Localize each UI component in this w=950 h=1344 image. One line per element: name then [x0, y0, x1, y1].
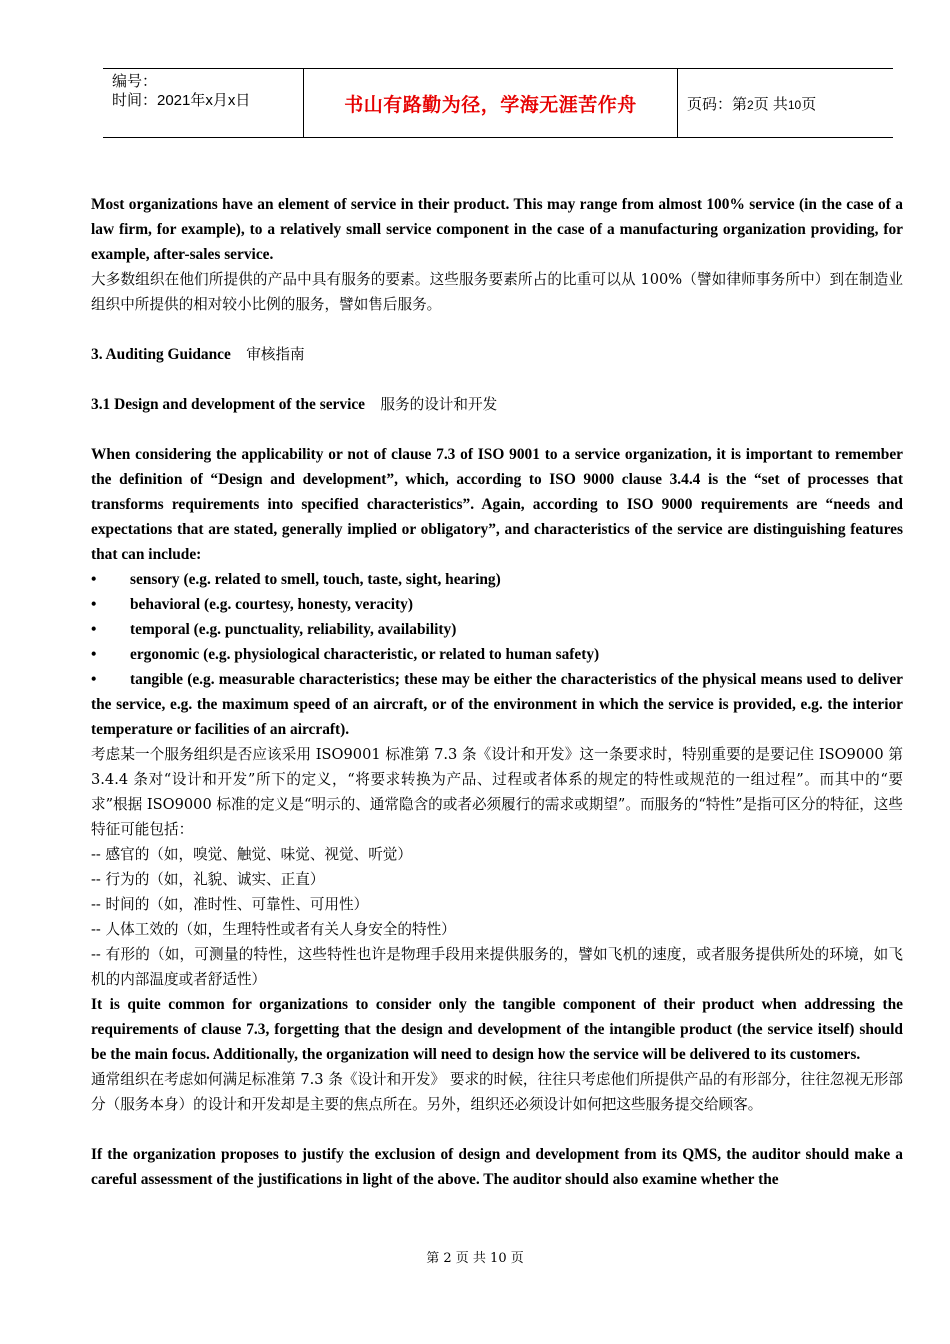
spacer	[91, 1117, 903, 1142]
page-current: 2	[747, 97, 754, 112]
section-3-1-title-zh: 服务的设计和开发	[380, 396, 498, 413]
spacer	[91, 417, 903, 442]
paragraph-3-english: If the organization proposes to justify the exclusion of design and development from its QMS, the auditor should make a careful assessment of the justifications in light of the above. The auditor should also examine whether the	[91, 1146, 903, 1188]
bullet-text: temporal (e.g. punctuality, reliability, availability)	[130, 621, 457, 638]
bullet-symbol: •	[91, 646, 97, 663]
bullet-item	[91, 592, 903, 617]
bullet-text: behavioral (e.g. courtesy, honesty, veracity)	[130, 596, 413, 613]
chinese-list-item: -- 行为的（如，礼貌、诚实、正直）	[91, 871, 325, 888]
chinese-list-item: -- 有形的（如，可测量的特性，这些特性也许是物理手段用来提供服务的，譬如飞机的速度，或者服务提供所处的环境，如飞机的内部温度或者舒适性）	[91, 946, 903, 988]
bullet-item	[91, 642, 903, 667]
section-3-title-zh: 审核指南	[246, 346, 305, 363]
page-mid: 页 共	[753, 95, 788, 113]
page-total: 10	[787, 97, 802, 112]
document-time: 时间：2021年x月x日	[112, 92, 251, 109]
page-footer: 第 2 页 共 10 页	[426, 1251, 524, 1266]
header-meta-cell	[103, 69, 304, 137]
bullet-item	[91, 667, 903, 742]
bullet-symbol: •	[91, 571, 97, 588]
bullet-text: ergonomic (e.g. physiological characteristic, or related to human safety)	[130, 646, 600, 663]
header-motto: 书山有路勤为径，学海无涯苦作舟	[344, 93, 637, 116]
bullet-text: tangible (e.g. measurable characteristics; these may be either the characteristics of the physical means used to deliver the service, e.g. the maximum speed of an aircraft, or of the environment in which the service is provided, e.g. the interior temperature or facilities of an aircraft).	[91, 671, 903, 738]
header-page-info	[687, 93, 816, 114]
bullet-item	[91, 567, 903, 592]
bullet-symbol: •	[91, 621, 97, 638]
bullet-symbol: •	[91, 596, 97, 613]
spacer	[91, 367, 903, 392]
bullet-item	[91, 617, 903, 642]
section-3-1-title-en: 3.1 Design and development of the service	[91, 396, 366, 413]
intro-english: Most organizations have an element of service in their product. This may range from almost 100% service (in the case of a law firm, for example), to a relatively small service component in the case of a manufacturing organization providing, for example, after-sales service.	[91, 196, 903, 263]
bullet-text: sensory (e.g. related to smell, touch, taste, sight, hearing)	[130, 571, 501, 588]
chinese-list-item: -- 人体工效的（如，生理特性或者有关人身安全的特性）	[91, 921, 456, 938]
chinese-list-item: -- 感官的（如，嗅觉、触觉、味觉、视觉、听觉）	[91, 846, 412, 863]
document-number-label: 编号：	[112, 73, 158, 90]
header-page-cell	[678, 69, 893, 137]
intro-chinese: 大多数组织在他们所提供的产品中具有服务的要素。这些服务要素所占的比重可以从 100%（譬如律师事务所中）到在制造业组织中所提供的相对较小比例的服务，譬如售后服务。	[91, 271, 903, 313]
paragraph-1-chinese: 考虑某一个服务组织是否应该采用 ISO9001 标准第 7.3 条《设计和开发》这一条要求时，特别重要的是要记住 ISO9000 第 3.4.4 条对“设计和开发”所下的定义，“将要求转换为产品、过程或者体系的规定的特性或规范的一组过程”。而其中的“要求”根据 ISO9000 标准的定义是“明示的、通常隐含的或者必须履行的需求或期望”。而服务的“特性”是指可区分的特征，这些特征可能包括：	[91, 746, 903, 838]
section-3-1-heading	[91, 392, 903, 417]
paragraph-2-english: It is quite common for organizations to consider only the tangible component of their product when addressing the requirements of clause 7.3, forgetting that the design and development of the intangible product (the service itself) should be the main focus. Additionally, the organization will need to design how the service will be delivered to its customers.	[91, 996, 903, 1063]
chinese-list-item: -- 时间的（如，准时性、可靠性、可用性）	[91, 896, 369, 913]
header-motto-cell	[304, 69, 678, 137]
bullet-symbol: •	[91, 671, 97, 688]
section-3-heading	[91, 342, 903, 367]
paragraph-2-chinese: 通常组织在考虑如何满足标准第 7.3 条《设计和开发》 要求的时候，往往只考虑他们所提供产品的有形部分，往往忽视无形部分（服务本身）的设计和开发却是主要的焦点所在。另外，组织还必须设计如何把这些服务提交给顾客。	[91, 1071, 903, 1113]
page-suffix: 页	[801, 95, 817, 113]
document-header	[103, 68, 893, 138]
document-body	[91, 192, 903, 1192]
spacer	[91, 317, 903, 342]
page-prefix: 页码：第	[687, 95, 748, 113]
paragraph-1-english: When considering the applicability or not of clause 7.3 of ISO 9001 to a service organization, it is important to remember the definition of “Design and development”, which, according to ISO 9000 clause 3.4.4 is the “set of processes that transforms requirements into specified characteristics”. Again, according to ISO 9000 requirements are “needs and expectations that are stated, generally implied or obligatory”, and characteristics of the service are distinguishing features that can include:	[91, 446, 903, 563]
section-3-title-en: 3. Auditing Guidance	[91, 346, 231, 363]
